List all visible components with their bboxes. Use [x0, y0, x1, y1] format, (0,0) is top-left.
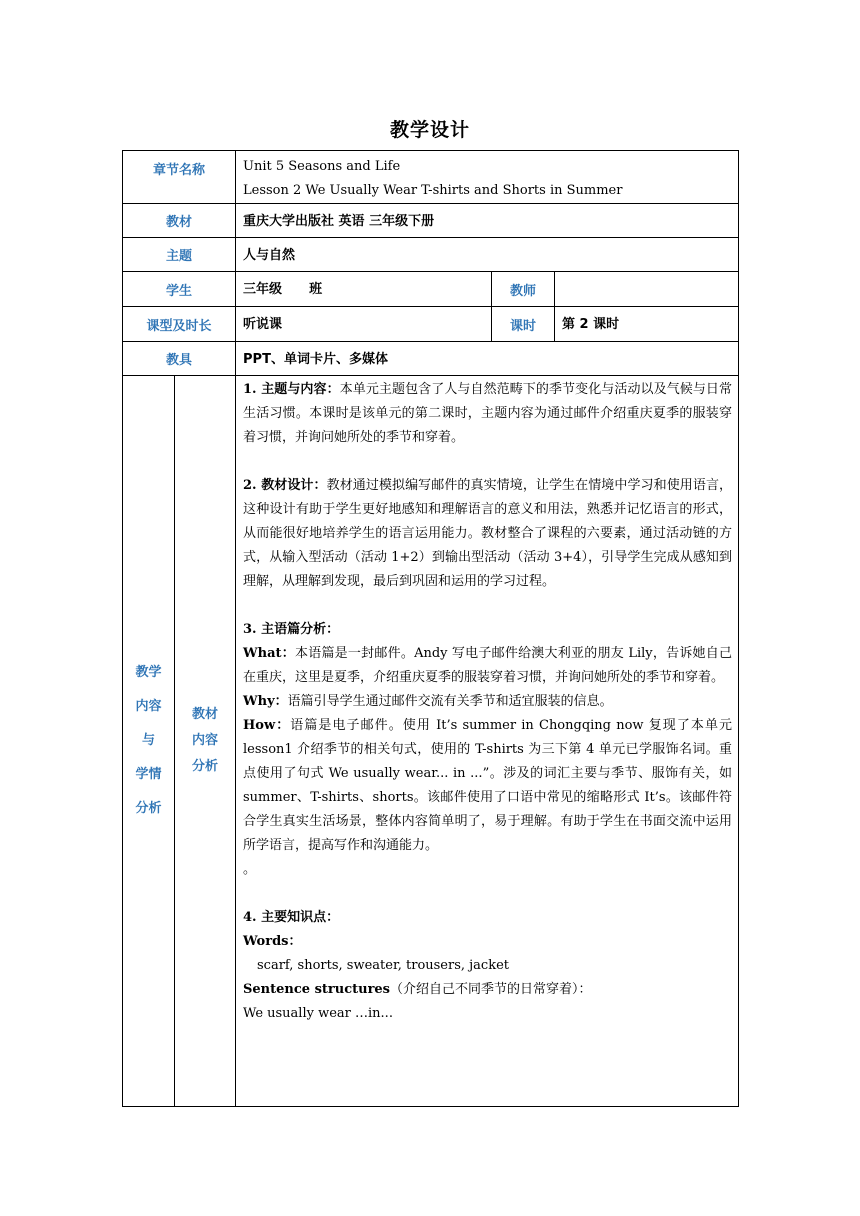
- outer-label-line: 教学: [135, 665, 162, 680]
- row-tools: [123, 342, 739, 376]
- section-heading: 4. 主要知识点：: [243, 910, 340, 925]
- inner-label-line: 内容: [192, 733, 219, 748]
- inner-label-line: 分析: [192, 759, 219, 774]
- why-text: 语篇引导学生通过邮件交流有关季节和适宜服装的信息。: [287, 694, 613, 709]
- textbook-value: 重庆大学出版社 英语 三年级下册: [236, 204, 739, 238]
- theme-value: 人与自然: [236, 238, 739, 272]
- row-theme: [123, 238, 739, 272]
- row-analysis: [123, 376, 739, 1107]
- why-label: Why：: [243, 694, 288, 709]
- tools-value: PPT、单词卡片、多媒体: [236, 342, 739, 376]
- section-text: 本单元主题包含了人与自然范畴下的季节变化与活动以及气候与日常生活习惯。本课时是该单元的第二课时，主题内容为通过邮件介绍重庆夏季的服装穿着习惯，并询问她所处的季节和穿着。: [243, 382, 733, 445]
- words-label: Words：: [243, 934, 302, 949]
- analysis-outer-label: [123, 376, 175, 1107]
- lesson-title: Lesson 2 We Usually Wear T-shirts and Shorts in Summer: [243, 183, 623, 198]
- lesson-type-value: 听说课: [236, 307, 492, 342]
- sentence-note: （介绍自己不同季节的日常穿着）：: [390, 982, 592, 997]
- teacher-value: [555, 272, 739, 307]
- period-label: 课时: [492, 307, 555, 342]
- page-title: 教学设计: [389, 119, 470, 141]
- section-heading: 2. 教材设计：: [243, 478, 327, 493]
- section-text: 教材通过模拟编写邮件的真实情境，让学生在情境中学习和使用语言，这种设计有助于学生更好地感知和理解语言的意义和用法，熟悉并记忆语言的形式，从而能很好地培养学生的语言运用能力。教材整合了课程的六要素，通过活动链的方式，从输入型活动（活动 1+2）到输出型活动（活动 3+4），引导学生完成从感知到理解，从理解到发现，最后到巩固和运用的学习过程。: [243, 478, 733, 589]
- words-list: scarf, shorts, sweater, trousers, jacket: [257, 958, 510, 973]
- section-design: [243, 474, 732, 594]
- what-text: 本语篇是一封邮件。Andy 写电子邮件给澳大利亚的朋友 Lily，告诉她自己在重庆，这里是夏季，介绍重庆夏季的服装穿着习惯，并询问她所处的季节和穿着。: [243, 646, 733, 685]
- section-heading: 3. 主语篇分析：: [243, 622, 340, 637]
- how-text: 语篇是电子邮件。使用 It’s summer in Chongqing now 复现了本单元 lesson1 介绍季节的相关句式，使用的 T-shirts 为三下第 4 单元已学服饰名词。重点使用了句式 We usually wear... in ...”。涉及的词汇主要与季节、服饰有关，如 summer、T-shirts、shorts。该邮件使用了口语中常见的缩略形式 It’s。该邮件符合学生真实生活场景，整体内容简单明了，易于理解。有助于学生在书面交流中运用所学语言，提高写作和沟通能力。: [243, 718, 733, 853]
- chapter-value: [236, 151, 739, 204]
- student-label: 学生: [123, 272, 236, 307]
- student-value: 三年级 班: [236, 272, 492, 307]
- what-paragraph: [243, 642, 732, 690]
- row-chapter: [123, 151, 739, 204]
- stray-punctuation: 。: [243, 862, 257, 877]
- teacher-label: 教师: [492, 272, 555, 307]
- lesson-plan-table: [122, 150, 739, 1107]
- tools-label: 教具: [123, 342, 236, 376]
- inner-label-line: 教材: [192, 707, 219, 722]
- chapter-label: 章节名称: [123, 151, 236, 204]
- row-student: [123, 272, 739, 307]
- row-textbook: [123, 204, 739, 238]
- why-paragraph: [243, 690, 732, 714]
- analysis-content: [236, 376, 739, 1107]
- theme-label: 主题: [123, 238, 236, 272]
- sentence-label: Sentence structures: [243, 982, 391, 997]
- outer-label-line: 分析: [135, 801, 162, 816]
- textbook-label: 教材: [123, 204, 236, 238]
- outer-label-line: 与: [141, 733, 155, 748]
- sentence-example: We usually wear …in...: [243, 1006, 393, 1021]
- sentence-structures: [243, 978, 732, 1002]
- lesson-type-label: 课型及时长: [123, 307, 236, 342]
- section-theme: [243, 378, 732, 450]
- section-heading: 1. 主题与内容：: [243, 382, 340, 397]
- period-value: 第 2 课时: [555, 307, 739, 342]
- how-paragraph: [243, 714, 732, 858]
- analysis-inner-label: [175, 376, 236, 1107]
- unit-title: Unit 5 Seasons and Life: [243, 159, 401, 174]
- row-lesson-type: [123, 307, 739, 342]
- outer-label-line: 学情: [135, 767, 162, 782]
- how-label: How：: [243, 718, 291, 733]
- what-label: What：: [243, 646, 295, 661]
- outer-label-line: 内容: [135, 699, 162, 714]
